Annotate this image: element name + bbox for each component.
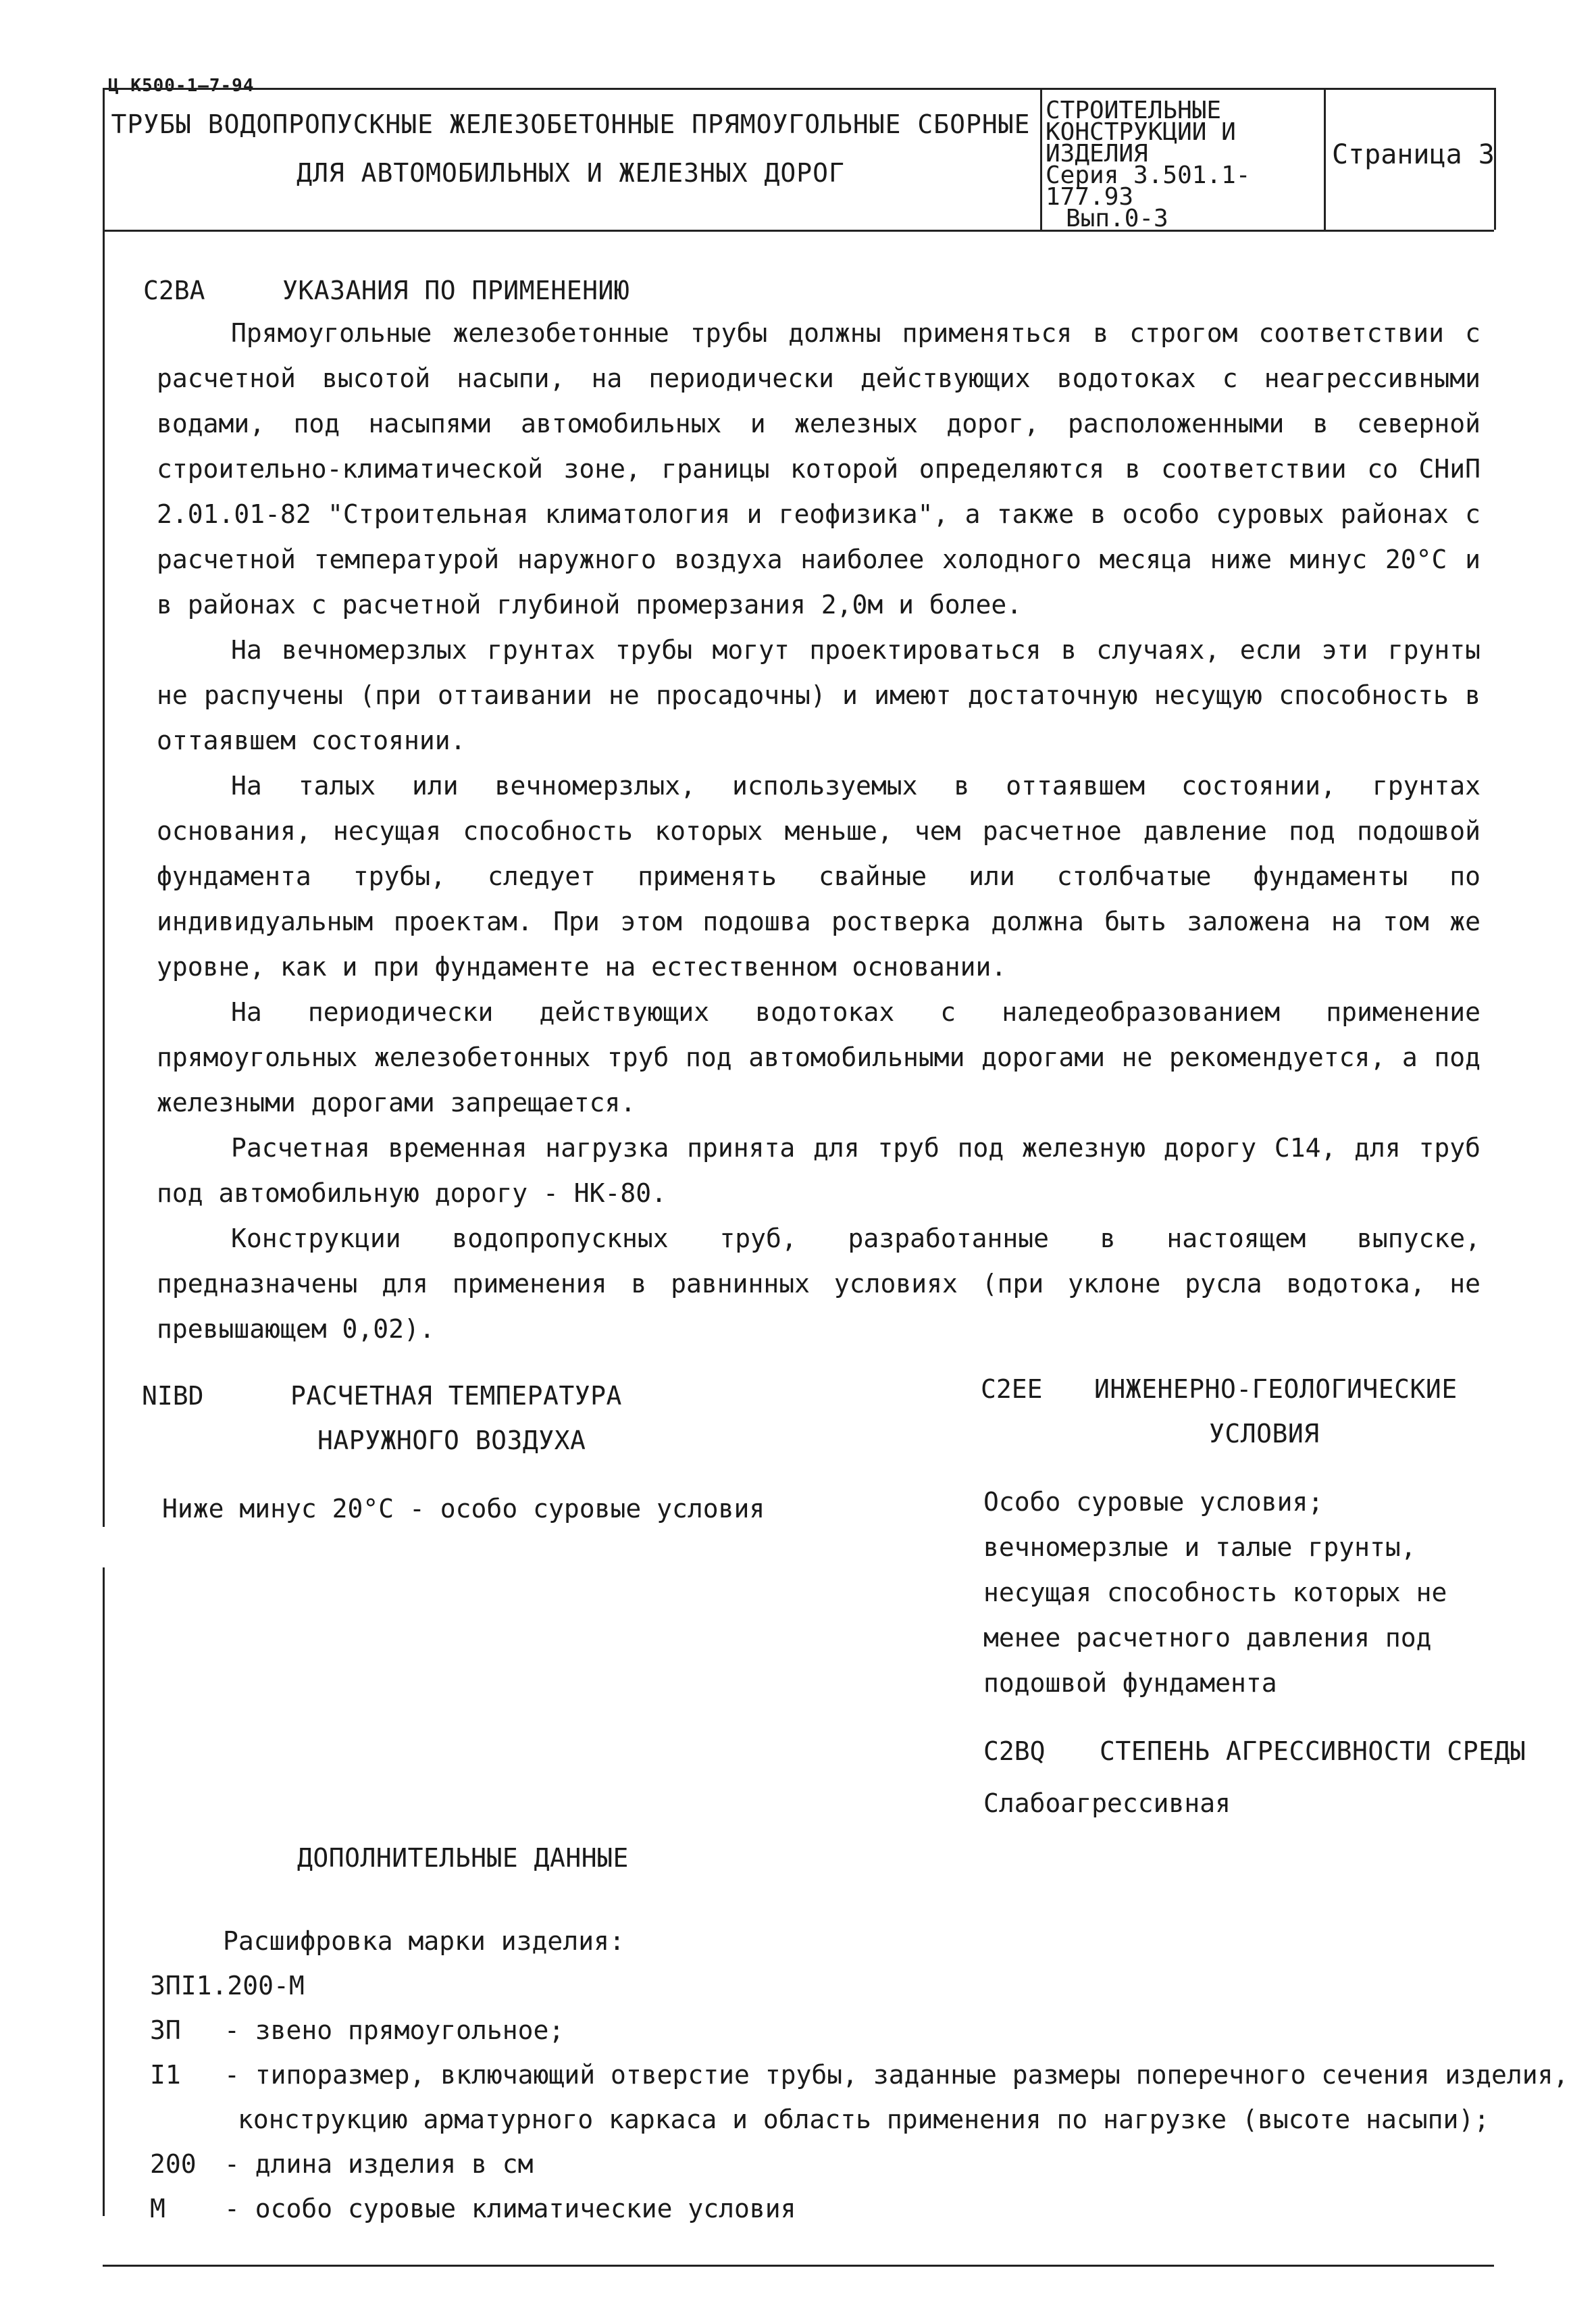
extra-title: ДОПОЛНИТЕЛЬНЫЕ ДАННЫЕ — [297, 1843, 629, 1873]
geo-section-title-line2: УСЛОВИЯ — [1209, 1419, 1320, 1449]
mark-item-1 — [150, 2008, 564, 2053]
mark-key: 200 — [150, 2149, 197, 2179]
geo-section-title-line1: ИНЖЕНЕРНО-ГЕОЛОГИЧЕСКИЕ — [1094, 1374, 1458, 1404]
paragraph-1: Прямоугольные железобетонные трубы должны применяться в строгом соответствии с расчетной высотой насыпи, на периодически действующих водотоках с неагрессивными водами, под насыпями автомобильных и железных дорог, расположенными в северной строительно-климатической зоне, границы которой определяются в соответствии со СНиП 2.01.01-82 "Строительная климатология и геофизика", а также в особо суровых районах с расчетной температурой наружного воздуха наиболее холодного месяца ниже минус 20°С и в районах с расчетной глубиной промерзания 2,0м и более. — [157, 318, 1481, 620]
frame-bottom-line — [103, 2265, 1494, 2267]
mark-item-2-cont — [238, 2097, 1489, 2142]
aggr-section-text: Слабоагрессивная — [983, 1788, 1231, 1818]
mark-value: - типоразмер, включающий отверстие трубы, заданные размеры поперечного сечения изделия, — [224, 2060, 1569, 2090]
category-line3: ИЗДЕЛИЯ — [1046, 140, 1148, 168]
section1-code: С2ВА — [143, 276, 205, 305]
document-title-line2: ДЛЯ АВТОМОБИЛЬНЫХ И ЖЕЛЕЗНЫХ ДОРОГ — [297, 158, 845, 188]
page-label: Страница 3 — [1332, 139, 1495, 170]
header-divider-2 — [1324, 88, 1326, 230]
mark-value: - звено прямоугольное; — [224, 2015, 565, 2045]
frame-left-line-lower — [103, 1567, 105, 2216]
mark-item-4 — [150, 2186, 796, 2232]
mark-value: - длина изделия в см — [224, 2149, 534, 2179]
temp-section-title-line1: РАСЧЕТНАЯ ТЕМПЕРАТУРА — [290, 1381, 622, 1411]
header-bottom-line — [103, 230, 1494, 232]
header-divider-1 — [1040, 88, 1042, 230]
geo-line-1: Особо суровые условия; — [983, 1487, 1324, 1517]
paragraph-2: На вечномерзлых грунтах трубы могут проектироваться в случаях, если эти грунты не распучены (при оттаивании не просадочны) и имеют достаточную несущую способность в оттаявшем состоянии. — [157, 635, 1481, 755]
mark-item-2 — [150, 2053, 1568, 2098]
product-mark: ЗПI1.200-М — [150, 1971, 305, 2001]
section1-body — [157, 311, 1481, 1352]
paragraph-3: На талых или вечномерзлых, используемых в оттаявшем состоянии, грунтах основания, несущая способность которых меньше, чем расчетное давление под подошвой фундамента трубы, следует применять свайные или столбчатые фундаменты по индивидуальным проектам. При этом подошва ростверка должна быть заложена на том же уровне, как и при фундаменте на естественном основании. — [157, 771, 1481, 982]
geo-line-2: вечномерзлые и талые грунты, — [983, 1532, 1416, 1562]
category-line2: КОНСТРУКЦИИ И — [1046, 118, 1236, 146]
paragraph-5: Расчетная временная нагрузка принята для труб под железную дорогу С14, для труб под автомобильную дорогу - НК-80. — [157, 1133, 1481, 1208]
category-line1: СТРОИТЕЛЬНЫЕ — [1046, 97, 1222, 124]
series-number: Серия 3.501.1-177.93 — [1046, 161, 1251, 211]
aggr-section-code: С2ВQ — [983, 1736, 1046, 1766]
frame-top-line — [103, 88, 1494, 90]
temp-section-code: NIBD — [142, 1381, 204, 1411]
mark-key: М — [150, 2194, 165, 2223]
issue-number: Вып.0-3 — [1066, 205, 1168, 232]
document-code: Ц К500-1—7-94 — [108, 76, 255, 96]
geo-line-5: подошвой фундамента — [983, 1668, 1277, 1698]
aggr-section-title: СТЕПЕНЬ АГРЕССИВНОСТИ СРЕДЫ — [1100, 1736, 1526, 1766]
mark-value: - особо суровые климатические условия — [224, 2194, 796, 2223]
temp-section-title-line2: НАРУЖНОГО ВОЗДУХА — [317, 1426, 586, 1455]
mark-item-3 — [150, 2142, 534, 2187]
mark-value: конструкцию арматурного каркаса и область применения по нагрузке (высоте насыпи); — [238, 2105, 1490, 2134]
mark-key: ЗП — [150, 2015, 181, 2045]
geo-section-code: С2ЕЕ — [981, 1374, 1043, 1404]
temp-section-text: Ниже минус 20°С - особо суровые условия — [162, 1494, 765, 1524]
geo-line-3: несущая способность которых не — [983, 1578, 1447, 1607]
paragraph-4: На периодически действующих водотоках с наледеобразованием применение прямоугольных железобетонных труб под автомобильными дорогами не рекомендуется, а под железными дорогами запрещается. — [157, 997, 1481, 1117]
paragraph-6: Конструкции водопропускных труб, разработанные в настоящем выпуске, предназначены для применения в равнинных условиях (при уклоне русла водотока, не превышающем 0,02). — [157, 1224, 1481, 1344]
section1-title: УКАЗАНИЯ ПО ПРИМЕНЕНИЮ — [282, 276, 630, 305]
geo-line-4: менее расчетного давления под — [983, 1623, 1432, 1653]
document-title-line1: ТРУБЫ ВОДОПРОПУСКНЫЕ ЖЕЛЕЗОБЕТОННЫЕ ПРЯМОУГОЛЬНЫЕ СБОРНЫЕ — [111, 109, 1031, 139]
frame-left-line — [103, 88, 105, 1527]
geo-section-text — [983, 1480, 1447, 1706]
extra-intro: Расшифровка марки изделия: — [223, 1926, 625, 1956]
series-block — [1046, 97, 1322, 232]
mark-key: I1 — [150, 2060, 181, 2090]
